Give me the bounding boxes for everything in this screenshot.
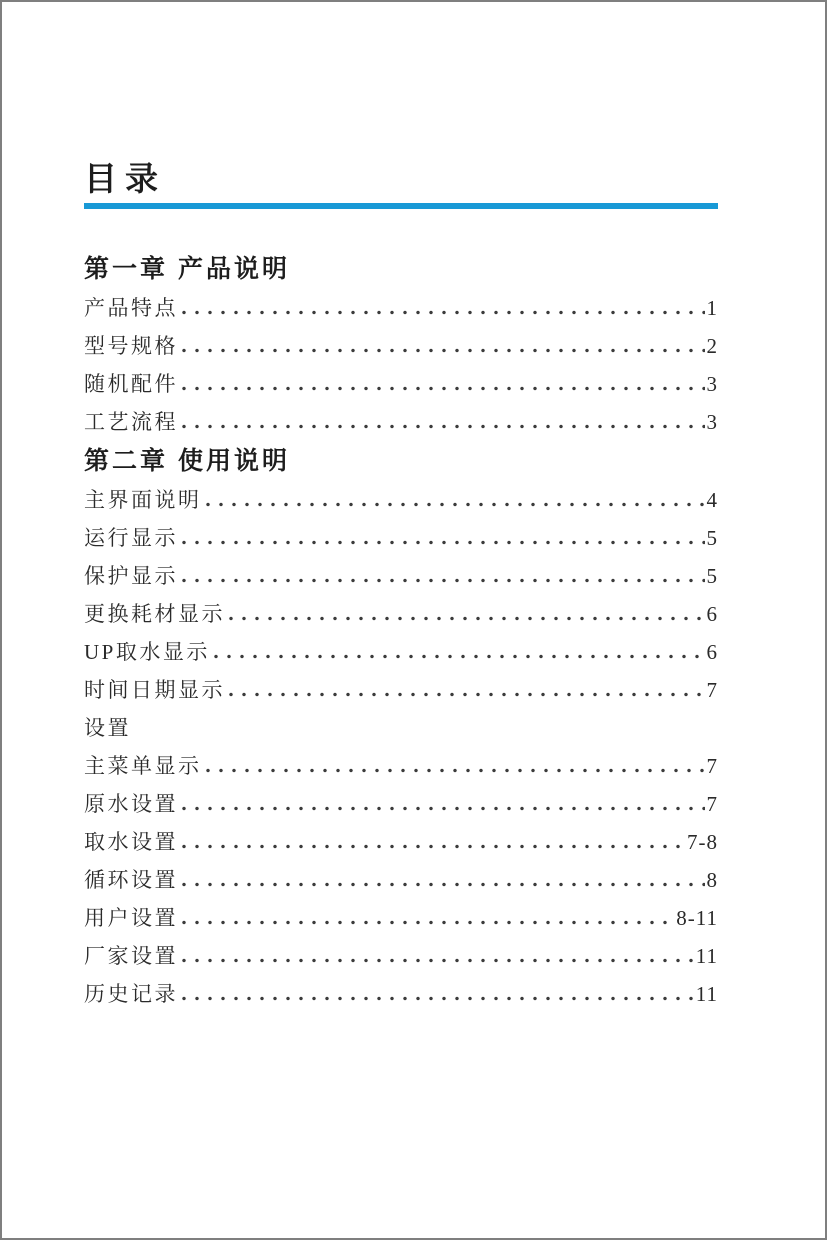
- toc-entry: [84, 633, 718, 671]
- toc-entry-page: 5: [706, 564, 718, 588]
- toc-entry-label: 主菜单显示: [84, 754, 202, 778]
- toc-content: [84, 160, 718, 1013]
- toc-entry: [84, 671, 718, 709]
- dot-leader: [180, 540, 705, 545]
- toc-entry-label: 更换耗材显示: [84, 602, 225, 626]
- dot-leader: [212, 654, 705, 659]
- toc-entry-page: 11: [695, 982, 718, 1006]
- toc-entry-label: 时间日期显示: [84, 678, 225, 702]
- toc-entry-label: UP取水显示: [84, 640, 210, 664]
- dot-leader: [180, 996, 694, 1001]
- toc-entry: [84, 327, 718, 365]
- dot-leader: [204, 768, 705, 773]
- toc-entry: [84, 861, 718, 899]
- toc-entry-label: 厂家设置: [84, 944, 178, 968]
- toc-entry: [84, 709, 718, 747]
- toc-entry: [84, 289, 718, 327]
- toc-entry: [84, 899, 718, 937]
- chapter-heading: 第二章 使用说明: [84, 447, 290, 475]
- toc-entry: [84, 975, 718, 1013]
- toc-entry-page: 8: [706, 868, 718, 892]
- toc-entry-page: 8-11: [676, 906, 718, 930]
- toc-entry: [84, 403, 718, 441]
- toc-entry-page: 11: [695, 944, 718, 968]
- toc-entry: [84, 937, 718, 975]
- dot-leader: [227, 692, 705, 697]
- toc-entry-page: 7: [706, 754, 718, 778]
- chapter-heading: 第一章 产品说明: [84, 255, 290, 283]
- dot-leader: [180, 424, 705, 429]
- toc-entry: [84, 823, 718, 861]
- toc-entry-page: 3: [706, 372, 718, 396]
- toc-entry-page: 6: [706, 640, 718, 664]
- toc-entry: [84, 747, 718, 785]
- toc-entry-page: 7: [706, 792, 718, 816]
- dot-leader: [180, 920, 674, 925]
- dot-leader: [180, 844, 685, 849]
- toc-entry-label: 设置: [84, 716, 131, 740]
- toc-entry-page: 2: [706, 334, 718, 358]
- toc-entry-label: 随机配件: [84, 372, 178, 396]
- dot-leader: [227, 616, 705, 621]
- toc-entry-page: 3: [706, 410, 718, 434]
- toc-entry: [84, 519, 718, 557]
- toc-entry-label: 保护显示: [84, 564, 178, 588]
- toc-entry: [84, 785, 718, 823]
- toc-entry-label: 取水设置: [84, 830, 178, 854]
- dot-leader: [180, 958, 694, 963]
- toc-entry: [84, 595, 718, 633]
- table-of-contents: [84, 249, 718, 1013]
- toc-entry-page: 1: [706, 296, 718, 320]
- toc-entry-label: 历史记录: [84, 982, 178, 1006]
- dot-leader: [180, 348, 705, 353]
- toc-entry-label: 循环设置: [84, 868, 178, 892]
- toc-entry: [84, 557, 718, 595]
- toc-entry-page: 7: [706, 678, 718, 702]
- toc-entry-label: 型号规格: [84, 334, 178, 358]
- title-rule: [84, 203, 718, 209]
- dot-leader: [180, 578, 705, 583]
- toc-entry-page: 4: [706, 488, 718, 512]
- toc-entry-page: 7-8: [687, 830, 718, 854]
- dot-leader: [180, 386, 705, 391]
- dot-leader: [133, 730, 716, 735]
- toc-entry: [84, 481, 718, 519]
- toc-entry-label: 运行显示: [84, 526, 178, 550]
- toc-entry-label: 产品特点: [84, 296, 178, 320]
- dot-leader: [180, 310, 705, 315]
- page-title: 目录: [84, 160, 166, 197]
- toc-entry-label: 主界面说明: [84, 488, 202, 512]
- dot-leader: [180, 882, 705, 887]
- toc-entry-label: 原水设置: [84, 792, 178, 816]
- toc-entry-label: 工艺流程: [84, 410, 178, 434]
- toc-entry: [84, 365, 718, 403]
- toc-entry-label: 用户设置: [84, 906, 178, 930]
- toc-entry-page: 5: [706, 526, 718, 550]
- dot-leader: [180, 806, 705, 811]
- toc-entry-page: 6: [706, 602, 718, 626]
- dot-leader: [204, 502, 705, 507]
